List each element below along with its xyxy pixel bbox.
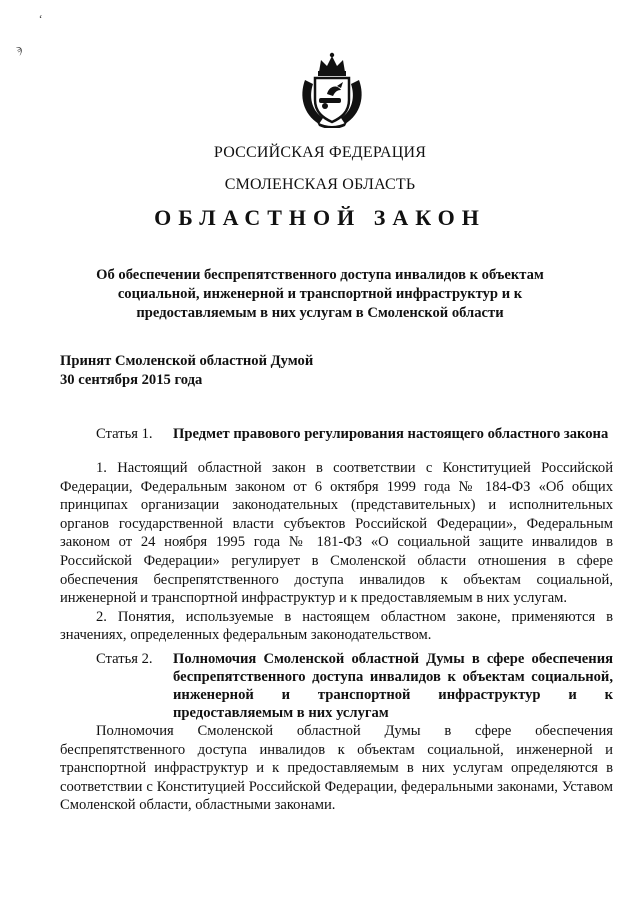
article-label: Статья 2. [96, 651, 153, 667]
adoption-info [60, 352, 460, 390]
article-paragraph: 2. Понятия, используемые в настоящем областном законе, применяются в значениях, определенных федеральным законодательством. [60, 608, 613, 644]
article-paragraph: Полномочия Смоленской областной Думы в сфере обеспечения беспрепятственного доступа инвалидов к объектам социальной, инженерной и транспортной инфраструктур и к предоставляемым в них услугам определяются в соответствии с Конституцией Российской Федерации, федеральными законами, Уставом Смоленской области, областными законами. [60, 723, 613, 814]
document-title: ОБЛАСТНОЙ ЗАКОН [154, 205, 486, 230]
article-title: Предмет правового регулирования настоящего областного закона [173, 426, 609, 442]
country-heading: РОССИЙСКАЯ ФЕДЕРАЦИЯ [213, 144, 427, 161]
coat-of-arms-icon [297, 52, 367, 128]
law-subject: Об обеспечении беспрепятственного доступа инвалидов к объектам социальной, инженерной и транспортной инфраструктур и к предоставляемым в них услугам в Смоленской области [96, 267, 544, 321]
article-title: Полномочия Смоленской областной Думы в сфере обеспечения беспрепятственного доступа инвалидов к объектам социальной, инженерной и транспортной инфраструктур и к предоставляемым в них услугам [173, 651, 613, 721]
article-1-body [60, 459, 613, 645]
adoption-date: 30 сентября 2015 года [60, 372, 203, 388]
scan-mark: ϡ [16, 42, 23, 56]
article-2-body [60, 722, 613, 815]
region-heading: СМОЛЕНСКАЯ ОБЛАСТЬ [224, 176, 416, 193]
article-1-heading [60, 425, 613, 443]
adopted-by: Принят Смоленской областной Думой [60, 353, 314, 369]
article-2-heading [60, 650, 613, 722]
article-label: Статья 1. [96, 426, 153, 442]
scan-mark: ʻ [38, 12, 42, 26]
article-paragraph: 1. Настоящий областной закон в соответствии с Конституцией Российской Федерации, Федеральным законом от 6 октября 1999 года № 184-ФЗ «Об общих принципах организации законодательных (представительных) и исполнительных органов государственной власти субъектов Российской Федерации», Федеральным законом от 24 ноября 1995 года № 181-ФЗ «О социальной защите инвалидов в Российской Федерации» регулирует в Смоленской области отношения в сфере обеспечения беспрепятственного доступа инвалидов к объектам социальной, инженерной и транспортной инфраструктур и к предоставляемым в них услугам. [60, 460, 613, 607]
